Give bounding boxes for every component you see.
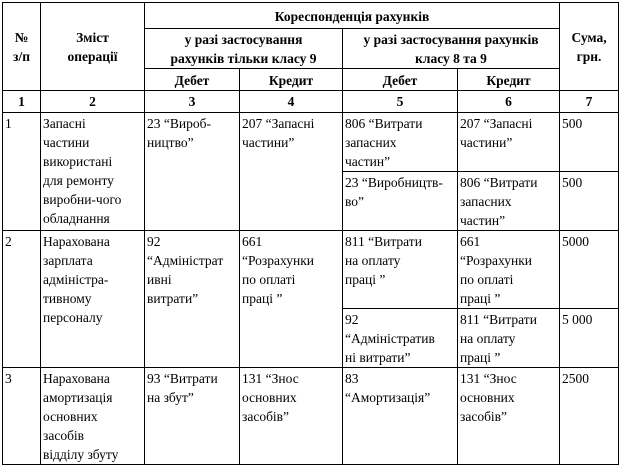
credit-class9: 207 “Запасні частини”: [240, 113, 343, 231]
credit-class8-9: 131 “Знос основних засобів”: [458, 368, 560, 465]
header-operation: Зміст операції: [41, 3, 145, 91]
credit-class9: 661 “Розрахунки по оплаті праці ”: [240, 231, 343, 368]
debit-class8-9: 23 “Виробництв- во”: [343, 172, 458, 231]
row-number: 3: [3, 368, 41, 465]
header-row-number: № з/п: [3, 3, 41, 91]
amount: 500: [560, 113, 619, 172]
debit-class8-9: 92 “Адміністратив ні витрати”: [343, 309, 458, 368]
column-number: 4: [240, 91, 343, 113]
credit-class8-9: 811 “Витрати на оплату праці ”: [458, 309, 560, 368]
amount: 5000: [560, 231, 619, 309]
amount: 5 000: [560, 309, 619, 368]
debit-class9: 93 “Витрати на збут”: [145, 368, 240, 465]
header-amount: Сума, грн.: [560, 3, 619, 91]
correspondence-table: [2, 2, 619, 465]
credit-class8-9: 806 “Витрати запасних частин”: [458, 172, 560, 231]
column-number: 6: [458, 91, 560, 113]
header-variant-class8-9: у разі застосування рахунків класу 8 та 9: [343, 29, 560, 69]
row-number: 2: [3, 231, 41, 368]
credit-class9: 131 “Знос основних засобів”: [240, 368, 343, 465]
amount: 500: [560, 172, 619, 231]
operation-description: Нарахована амортизація основних засобів відділу збуту: [41, 368, 145, 465]
credit-class8-9: 207 “Запасні частини”: [458, 113, 560, 172]
debit-class8-9: 806 “Витрати запасних частин”: [343, 113, 458, 172]
debit-class8-9: 811 “Витрати на оплату праці ”: [343, 231, 458, 309]
amount: 2500: [560, 368, 619, 465]
row-number: 1: [3, 113, 41, 231]
debit-class8-9: 83 “Амортизація”: [343, 368, 458, 465]
header-credit-class8-9: Кредит: [458, 69, 560, 91]
credit-class8-9: 661 “Розрахунки по оплаті праці ”: [458, 231, 560, 309]
operation-description: Нарахована зарплата адміністра- тивному персоналу: [41, 231, 145, 368]
column-number: 7: [560, 91, 619, 113]
debit-class9: 23 “Вироб- ництво”: [145, 113, 240, 231]
table-row: [3, 368, 619, 465]
operation-description: Запасні частини використані для ремонту виробни-чого обладнання: [41, 113, 145, 231]
header-debit-class8-9: Дебет: [343, 69, 458, 91]
header-debit-class9: Дебет: [145, 69, 240, 91]
header-correspondence: Кореспонденція рахунків: [145, 3, 560, 29]
header-variant-class9: у разі застосування рахунків тільки класу 9: [145, 29, 343, 69]
debit-class9: 92 “Адміністрат ивні витрати”: [145, 231, 240, 368]
column-number-row: [3, 91, 619, 113]
column-number: 2: [41, 91, 145, 113]
column-number: 1: [3, 91, 41, 113]
column-number: 5: [343, 91, 458, 113]
table-row: [3, 113, 619, 172]
header-credit-class9: Кредит: [240, 69, 343, 91]
column-number: 3: [145, 91, 240, 113]
table-row: [3, 231, 619, 309]
